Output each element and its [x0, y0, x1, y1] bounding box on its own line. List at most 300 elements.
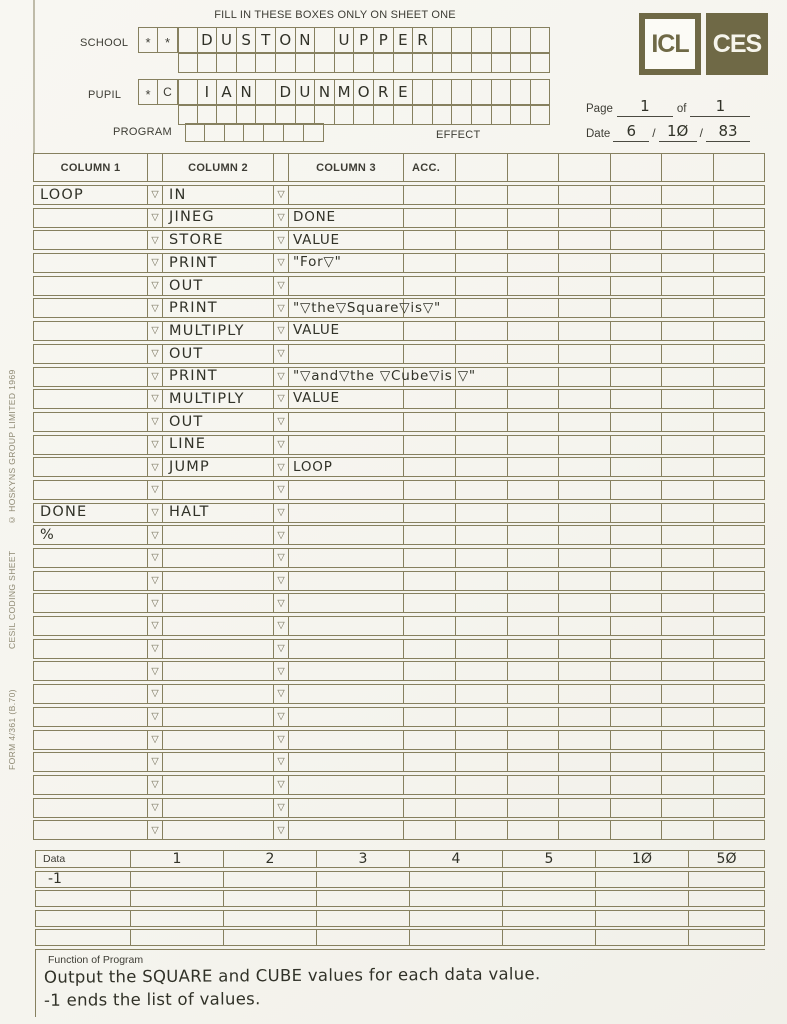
grid-cell[interactable]	[394, 105, 414, 125]
column2-cell[interactable]	[163, 525, 274, 545]
acc-cell[interactable]	[404, 208, 456, 228]
extra-cell[interactable]	[662, 503, 714, 523]
column2-cell[interactable]: MULTIPLY	[163, 389, 274, 409]
extra-cell[interactable]	[662, 367, 714, 387]
column2-cell[interactable]: PRINT	[163, 367, 274, 387]
extra-cell[interactable]	[714, 593, 766, 613]
column3-cell[interactable]	[289, 775, 404, 795]
extra-cell[interactable]	[456, 298, 508, 318]
column3-cell[interactable]	[289, 276, 404, 296]
grid-cell[interactable]	[185, 123, 205, 142]
acc-cell[interactable]	[404, 230, 456, 250]
grid-cell[interactable]: T	[256, 27, 276, 53]
extra-cell[interactable]	[662, 798, 714, 818]
grid-cell[interactable]: N	[296, 27, 316, 53]
grid-cell[interactable]	[315, 53, 335, 73]
extra-cell[interactable]	[456, 798, 508, 818]
grid-cell[interactable]	[335, 105, 355, 125]
extra-cell[interactable]	[662, 185, 714, 205]
column3-cell[interactable]	[289, 730, 404, 750]
acc-cell[interactable]	[404, 775, 456, 795]
grid-cell[interactable]	[315, 105, 335, 125]
grid-cell[interactable]	[472, 53, 492, 73]
extra-cell[interactable]	[714, 344, 766, 364]
extra-cell[interactable]	[508, 616, 560, 636]
extra-cell[interactable]	[714, 367, 766, 387]
extra-cell[interactable]	[714, 571, 766, 591]
extra-cell[interactable]	[559, 185, 611, 205]
acc-cell[interactable]	[404, 435, 456, 455]
data-cell[interactable]	[410, 910, 503, 927]
acc-cell[interactable]	[404, 798, 456, 818]
extra-cell[interactable]	[456, 707, 508, 727]
acc-cell[interactable]	[404, 276, 456, 296]
extra-cell[interactable]	[662, 616, 714, 636]
extra-cell[interactable]	[456, 684, 508, 704]
column2-cell[interactable]	[163, 820, 274, 840]
grid-cell[interactable]: A	[217, 79, 237, 105]
extra-cell[interactable]	[662, 435, 714, 455]
grid-cell[interactable]	[284, 123, 304, 142]
extra-cell[interactable]	[714, 525, 766, 545]
extra-cell[interactable]	[714, 752, 766, 772]
extra-cell[interactable]	[611, 593, 663, 613]
column3-cell[interactable]	[289, 616, 404, 636]
extra-cell[interactable]	[508, 298, 560, 318]
extra-cell[interactable]	[714, 389, 766, 409]
grid-cell[interactable]	[354, 105, 374, 125]
column1-cell[interactable]	[33, 412, 148, 432]
column1-cell[interactable]: DONE	[33, 503, 148, 523]
acc-cell[interactable]	[404, 412, 456, 432]
extra-cell[interactable]	[611, 616, 663, 636]
data-column-header[interactable]: 1Ø	[596, 850, 689, 868]
extra-cell[interactable]	[508, 707, 560, 727]
grid-cell[interactable]: U	[217, 27, 237, 53]
grid-cell[interactable]	[296, 105, 316, 125]
extra-cell[interactable]	[662, 730, 714, 750]
extra-cell[interactable]	[611, 480, 663, 500]
data-cell[interactable]	[689, 871, 765, 888]
column3-cell[interactable]: VALUE	[289, 230, 404, 250]
column1-cell[interactable]	[33, 593, 148, 613]
extra-cell[interactable]	[611, 457, 663, 477]
extra-cell[interactable]	[611, 367, 663, 387]
extra-cell[interactable]	[456, 389, 508, 409]
extra-cell[interactable]	[662, 276, 714, 296]
column1-cell[interactable]	[33, 276, 148, 296]
column3-cell[interactable]	[289, 503, 404, 523]
grid-cell[interactable]	[178, 79, 198, 105]
grid-cell[interactable]	[531, 53, 551, 73]
extra-cell[interactable]	[559, 367, 611, 387]
column3-cell[interactable]	[289, 571, 404, 591]
column2-cell[interactable]: OUT	[163, 412, 274, 432]
grid-cell[interactable]	[413, 79, 433, 105]
extra-cell[interactable]	[508, 208, 560, 228]
column3-cell[interactable]	[289, 548, 404, 568]
data-column-header[interactable]: 5Ø	[689, 850, 765, 868]
acc-cell[interactable]	[404, 253, 456, 273]
extra-cell[interactable]	[611, 344, 663, 364]
data-cell[interactable]	[224, 910, 317, 927]
grid-cell[interactable]	[452, 27, 472, 53]
extra-cell[interactable]	[559, 707, 611, 727]
grid-cell[interactable]: R	[374, 79, 394, 105]
extra-cell[interactable]	[456, 276, 508, 296]
grid-cell[interactable]: N	[315, 79, 335, 105]
data-cell[interactable]	[503, 929, 596, 946]
extra-cell[interactable]	[456, 775, 508, 795]
extra-cell[interactable]	[456, 639, 508, 659]
grid-cell[interactable]: E	[394, 27, 414, 53]
extra-cell[interactable]	[611, 571, 663, 591]
column2-cell[interactable]	[163, 775, 274, 795]
column3-cell[interactable]	[289, 684, 404, 704]
extra-cell[interactable]	[456, 548, 508, 568]
acc-cell[interactable]	[404, 389, 456, 409]
data-cell[interactable]: -1	[35, 871, 131, 888]
extra-cell[interactable]	[714, 661, 766, 681]
date-month-field[interactable]	[659, 123, 697, 142]
extra-cell[interactable]	[559, 503, 611, 523]
data-cell[interactable]	[689, 929, 765, 946]
data-cell[interactable]	[131, 929, 224, 946]
column2-cell[interactable]	[163, 571, 274, 591]
extra-cell[interactable]	[559, 593, 611, 613]
acc-cell[interactable]	[404, 684, 456, 704]
extra-cell[interactable]	[662, 208, 714, 228]
column3-cell[interactable]	[289, 593, 404, 613]
column1-cell[interactable]	[33, 367, 148, 387]
acc-cell[interactable]	[404, 730, 456, 750]
data-cell[interactable]	[317, 890, 410, 907]
extra-cell[interactable]	[508, 548, 560, 568]
grid-cell[interactable]: E	[394, 79, 414, 105]
data-cell[interactable]	[503, 871, 596, 888]
extra-cell[interactable]	[662, 253, 714, 273]
grid-cell[interactable]	[511, 79, 531, 105]
extra-cell[interactable]	[714, 548, 766, 568]
column2-cell[interactable]	[163, 730, 274, 750]
grid-cell[interactable]	[452, 105, 472, 125]
extra-cell[interactable]	[662, 707, 714, 727]
extra-cell[interactable]	[714, 208, 766, 228]
extra-cell[interactable]	[456, 208, 508, 228]
column2-cell[interactable]: HALT	[163, 503, 274, 523]
grid-cell[interactable]: D	[276, 79, 296, 105]
data-column-header[interactable]: 3	[317, 850, 410, 868]
extra-cell[interactable]	[714, 457, 766, 477]
acc-cell[interactable]	[404, 707, 456, 727]
extra-cell[interactable]	[559, 820, 611, 840]
extra-cell[interactable]	[456, 321, 508, 341]
acc-cell[interactable]	[404, 616, 456, 636]
extra-cell[interactable]	[508, 367, 560, 387]
extra-cell[interactable]	[611, 253, 663, 273]
column1-cell[interactable]	[33, 435, 148, 455]
grid-cell[interactable]	[335, 53, 355, 73]
data-cell[interactable]	[224, 890, 317, 907]
extra-cell[interactable]	[508, 389, 560, 409]
extra-cell[interactable]	[662, 480, 714, 500]
grid-cell[interactable]: C	[158, 79, 178, 105]
grid-cell[interactable]: R	[413, 27, 433, 53]
extra-cell[interactable]	[456, 593, 508, 613]
extra-cell[interactable]	[714, 775, 766, 795]
column2-cell[interactable]: PRINT	[163, 253, 274, 273]
extra-cell[interactable]	[662, 525, 714, 545]
extra-cell[interactable]	[662, 775, 714, 795]
grid-cell[interactable]: S	[237, 27, 257, 53]
extra-cell[interactable]	[508, 593, 560, 613]
grid-cell[interactable]	[178, 53, 198, 73]
extra-cell[interactable]	[456, 752, 508, 772]
column1-cell[interactable]	[33, 798, 148, 818]
acc-cell[interactable]	[404, 344, 456, 364]
column3-cell[interactable]	[289, 525, 404, 545]
column1-cell[interactable]	[33, 344, 148, 364]
acc-cell[interactable]	[404, 457, 456, 477]
data-cell[interactable]	[503, 910, 596, 927]
column2-cell[interactable]: PRINT	[163, 298, 274, 318]
extra-cell[interactable]	[456, 503, 508, 523]
page-number-field[interactable]	[617, 98, 673, 117]
extra-cell[interactable]	[559, 253, 611, 273]
extra-cell[interactable]	[508, 480, 560, 500]
grid-cell[interactable]: D	[198, 27, 218, 53]
extra-cell[interactable]	[508, 661, 560, 681]
extra-cell[interactable]	[662, 298, 714, 318]
extra-cell[interactable]	[508, 775, 560, 795]
grid-cell[interactable]	[198, 53, 218, 73]
extra-cell[interactable]	[456, 435, 508, 455]
grid-cell[interactable]	[256, 53, 276, 73]
extra-cell[interactable]	[559, 230, 611, 250]
extra-cell[interactable]	[456, 480, 508, 500]
extra-cell[interactable]	[714, 820, 766, 840]
extra-cell[interactable]	[714, 230, 766, 250]
data-column-header[interactable]: 1	[131, 850, 224, 868]
grid-cell[interactable]	[472, 105, 492, 125]
extra-cell[interactable]	[714, 639, 766, 659]
acc-cell[interactable]	[404, 752, 456, 772]
extra-cell[interactable]	[714, 435, 766, 455]
extra-cell[interactable]	[456, 616, 508, 636]
extra-cell[interactable]	[508, 435, 560, 455]
grid-cell[interactable]	[433, 79, 453, 105]
column2-cell[interactable]	[163, 684, 274, 704]
column2-cell[interactable]: LINE	[163, 435, 274, 455]
extra-cell[interactable]	[611, 639, 663, 659]
column2-cell[interactable]	[163, 707, 274, 727]
extra-cell[interactable]	[508, 412, 560, 432]
column3-cell[interactable]	[289, 661, 404, 681]
grid-cell[interactable]	[413, 105, 433, 125]
column3-cell[interactable]	[289, 752, 404, 772]
extra-cell[interactable]	[611, 775, 663, 795]
extra-cell[interactable]	[559, 548, 611, 568]
extra-cell[interactable]	[456, 457, 508, 477]
column1-cell[interactable]	[33, 298, 148, 318]
grid-cell[interactable]	[452, 53, 472, 73]
column2-cell[interactable]: OUT	[163, 276, 274, 296]
column2-cell[interactable]	[163, 661, 274, 681]
extra-cell[interactable]	[559, 775, 611, 795]
column3-cell[interactable]: LOOP	[289, 457, 404, 477]
acc-cell[interactable]	[404, 525, 456, 545]
extra-cell[interactable]	[456, 230, 508, 250]
extra-cell[interactable]	[662, 571, 714, 591]
data-cell[interactable]	[317, 929, 410, 946]
grid-cell[interactable]: *	[158, 27, 178, 53]
extra-cell[interactable]	[714, 412, 766, 432]
extra-cell[interactable]	[662, 548, 714, 568]
extra-cell[interactable]	[456, 571, 508, 591]
grid-cell[interactable]	[244, 123, 264, 142]
grid-cell[interactable]: N	[237, 79, 257, 105]
grid-cell[interactable]	[296, 53, 316, 73]
date-year-field[interactable]	[706, 123, 750, 142]
extra-cell[interactable]	[714, 480, 766, 500]
extra-cell[interactable]	[611, 548, 663, 568]
column1-cell[interactable]	[33, 661, 148, 681]
column1-cell[interactable]	[33, 253, 148, 273]
extra-cell[interactable]	[662, 752, 714, 772]
data-cell[interactable]	[596, 871, 689, 888]
extra-cell[interactable]	[456, 344, 508, 364]
column3-cell[interactable]: VALUE	[289, 389, 404, 409]
extra-cell[interactable]	[508, 457, 560, 477]
grid-cell[interactable]	[205, 123, 225, 142]
grid-cell[interactable]	[315, 27, 335, 53]
extra-cell[interactable]	[508, 820, 560, 840]
column1-cell[interactable]	[33, 616, 148, 636]
grid-cell[interactable]	[472, 79, 492, 105]
grid-cell[interactable]	[492, 53, 512, 73]
extra-cell[interactable]	[611, 208, 663, 228]
extra-cell[interactable]	[559, 457, 611, 477]
acc-cell[interactable]	[404, 820, 456, 840]
column1-cell[interactable]	[33, 230, 148, 250]
page-total-field[interactable]	[690, 98, 750, 117]
extra-cell[interactable]	[508, 276, 560, 296]
grid-cell[interactable]	[511, 53, 531, 73]
column2-cell[interactable]: OUT	[163, 344, 274, 364]
grid-cell[interactable]: U	[335, 27, 355, 53]
column1-cell[interactable]	[33, 571, 148, 591]
grid-cell[interactable]	[531, 27, 551, 53]
grid-cell[interactable]	[433, 53, 453, 73]
data-cell[interactable]	[35, 929, 131, 946]
data-cell[interactable]	[596, 929, 689, 946]
extra-cell[interactable]	[559, 525, 611, 545]
extra-cell[interactable]	[611, 185, 663, 205]
extra-cell[interactable]	[714, 684, 766, 704]
grid-cell[interactable]	[394, 53, 414, 73]
acc-cell[interactable]	[404, 321, 456, 341]
extra-cell[interactable]	[611, 752, 663, 772]
extra-cell[interactable]	[611, 276, 663, 296]
data-cell[interactable]	[35, 910, 131, 927]
data-cell[interactable]	[689, 910, 765, 927]
grid-cell[interactable]: I	[198, 79, 218, 105]
column2-cell[interactable]: STORE	[163, 230, 274, 250]
data-cell[interactable]	[596, 890, 689, 907]
grid-cell[interactable]: O	[276, 27, 296, 53]
column1-cell[interactable]	[33, 707, 148, 727]
grid-cell[interactable]: O	[354, 79, 374, 105]
grid-cell[interactable]	[217, 105, 237, 125]
column3-cell[interactable]	[289, 185, 404, 205]
extra-cell[interactable]	[611, 389, 663, 409]
data-cell[interactable]	[410, 890, 503, 907]
data-column-header[interactable]: 2	[224, 850, 317, 868]
grid-cell[interactable]	[237, 105, 257, 125]
extra-cell[interactable]	[508, 752, 560, 772]
grid-cell[interactable]	[276, 53, 296, 73]
extra-cell[interactable]	[508, 230, 560, 250]
grid-cell[interactable]	[256, 79, 276, 105]
data-column-header[interactable]: 4	[410, 850, 503, 868]
data-cell[interactable]	[131, 871, 224, 888]
column1-cell[interactable]	[33, 457, 148, 477]
column1-cell[interactable]: LOOP	[33, 185, 148, 205]
data-cell[interactable]	[131, 890, 224, 907]
extra-cell[interactable]	[559, 684, 611, 704]
acc-cell[interactable]	[404, 548, 456, 568]
column1-cell[interactable]: %	[33, 525, 148, 545]
acc-cell[interactable]	[404, 639, 456, 659]
column1-cell[interactable]	[33, 820, 148, 840]
extra-cell[interactable]	[662, 661, 714, 681]
extra-cell[interactable]	[559, 298, 611, 318]
extra-cell[interactable]	[508, 253, 560, 273]
grid-cell[interactable]	[217, 53, 237, 73]
data-cell[interactable]	[410, 871, 503, 888]
column3-cell[interactable]	[289, 412, 404, 432]
extra-cell[interactable]	[456, 412, 508, 432]
column3-cell[interactable]	[289, 435, 404, 455]
extra-cell[interactable]	[611, 435, 663, 455]
extra-cell[interactable]	[611, 503, 663, 523]
grid-cell[interactable]	[225, 123, 245, 142]
acc-cell[interactable]	[404, 661, 456, 681]
extra-cell[interactable]	[714, 616, 766, 636]
extra-cell[interactable]	[508, 503, 560, 523]
extra-cell[interactable]	[611, 525, 663, 545]
extra-cell[interactable]	[662, 230, 714, 250]
extra-cell[interactable]	[611, 730, 663, 750]
extra-cell[interactable]	[714, 298, 766, 318]
column1-cell[interactable]	[33, 730, 148, 750]
column1-cell[interactable]	[33, 480, 148, 500]
extra-cell[interactable]	[559, 480, 611, 500]
extra-cell[interactable]	[456, 253, 508, 273]
column1-cell[interactable]	[33, 208, 148, 228]
extra-cell[interactable]	[508, 684, 560, 704]
grid-cell[interactable]	[237, 53, 257, 73]
extra-cell[interactable]	[559, 389, 611, 409]
grid-cell[interactable]	[433, 105, 453, 125]
grid-cell[interactable]: U	[296, 79, 316, 105]
data-cell[interactable]	[131, 910, 224, 927]
extra-cell[interactable]	[611, 412, 663, 432]
data-column-header[interactable]: 5	[503, 850, 596, 868]
column1-cell[interactable]	[33, 548, 148, 568]
extra-cell[interactable]	[662, 820, 714, 840]
column3-cell[interactable]	[289, 480, 404, 500]
